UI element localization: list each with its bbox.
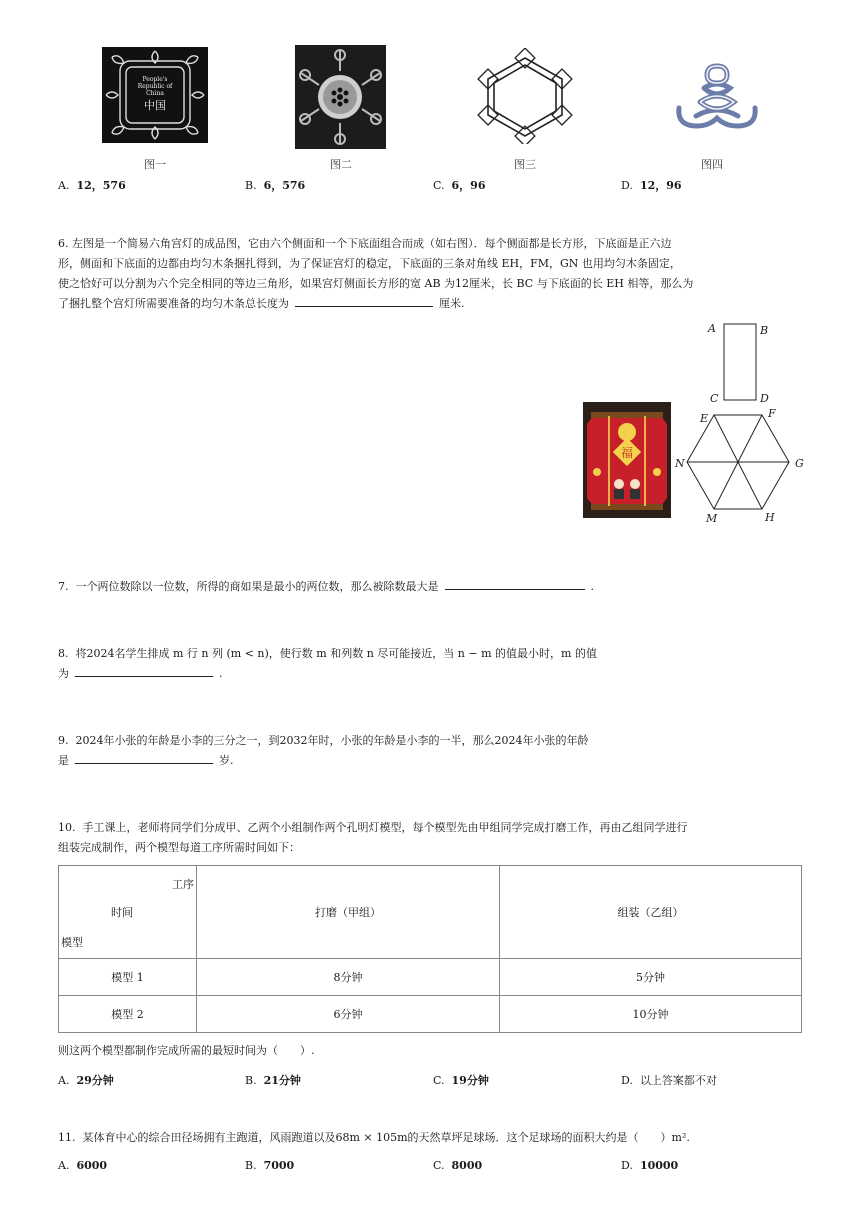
lantern-photo <box>583 402 671 518</box>
figure-1 <box>102 47 208 143</box>
cell-model-2-assemble: 10分钟 <box>500 996 802 1033</box>
q8-text-1: 将2024名学生排成 m 行 n 列 (m < n)，使行数 m 和列数 n 尽可能接近，当 n − m 的值最小时，m 的值 <box>75 647 597 660</box>
option-value: 12，96 <box>639 179 682 192</box>
option-value: 6，96 <box>451 179 486 192</box>
geometry-figure <box>672 318 812 528</box>
q7-answer-blank[interactable] <box>445 578 585 590</box>
fig1-text-2: Republic of <box>137 83 173 90</box>
q10-text-1: 手工课上，老师将同学们分成甲、乙两个小组制作两个孔明灯模型，每个模型先由甲组同学完成打磨工作，再由乙组同学进行 <box>82 821 688 834</box>
option-letter: D. <box>621 1074 633 1087</box>
q11-option-b[interactable] <box>245 1159 294 1172</box>
q5-option-c[interactable] <box>433 177 486 193</box>
q8-answer-blank[interactable] <box>75 665 213 677</box>
question-number: 6. <box>58 237 69 250</box>
fig1-text-1: People's <box>142 76 168 83</box>
cell-model-1-assemble: 5分钟 <box>500 959 802 996</box>
option-letter: C. <box>433 1074 445 1087</box>
q10-question: 则这两个模型都制作完成所需的最短时间为（ ）. <box>58 1044 315 1057</box>
option-letter: B. <box>245 1159 257 1172</box>
option-value: 6000 <box>76 1159 108 1172</box>
label-e: E <box>700 412 709 425</box>
figure-4 <box>674 58 760 140</box>
table-corner-cell <box>59 866 197 959</box>
q8-text-2-end: . <box>219 667 223 680</box>
label-c: C <box>710 392 719 405</box>
label-h: H <box>765 511 775 524</box>
q7-line <box>58 577 594 597</box>
table-row <box>59 996 802 1033</box>
q6-text-3: 使之恰好可以分割为六个完全相同的等边三角形，如果宫灯侧面长方形的宽 AB 为12厘米，长 BC 与下底面的长 EH 相等，那么为 <box>58 277 694 290</box>
q10-option-b[interactable] <box>245 1072 301 1088</box>
q11-text: 某体育中心的综合田径场拥有主跑道，风雨跑道以及68m × 105m的天然草坪足球场．这个足球场的面积大约是（ ）m². <box>82 1131 690 1144</box>
q7-text-end: . <box>590 580 594 593</box>
question-number: 7. <box>58 580 69 593</box>
q6-text-4-end: 厘米. <box>439 297 465 310</box>
row-label-model-1: 模型 1 <box>59 959 197 996</box>
option-letter: A. <box>58 179 70 192</box>
question-number: 9. <box>58 734 69 747</box>
question-number: 8. <box>58 647 69 660</box>
label-a: A <box>708 322 716 335</box>
q10-text-2: 组装完成制作，两个模型每道工序所需时间如下： <box>58 841 300 854</box>
q10-option-a[interactable] <box>58 1072 114 1088</box>
question-number: 10. <box>58 821 76 834</box>
label-m: M <box>706 512 718 525</box>
option-letter: A. <box>58 1159 70 1172</box>
chinese-knot-image <box>674 58 760 140</box>
q10-option-c[interactable] <box>433 1072 489 1088</box>
q6-text-4: 了捆扎整个宫灯所需要准备的均匀木条总长度为 <box>58 297 289 310</box>
option-letter: C. <box>433 1159 445 1172</box>
q8-line-2 <box>58 664 223 684</box>
option-letter: B. <box>245 1074 257 1087</box>
label-g: G <box>795 457 804 470</box>
q9-line-2 <box>58 751 234 771</box>
option-value: 12，576 <box>76 179 126 192</box>
option-value: 以上答案都不对 <box>639 1074 717 1087</box>
option-value: 7000 <box>263 1159 295 1172</box>
question-number: 11. <box>58 1131 76 1144</box>
hexagon-knot-image <box>470 48 580 144</box>
option-letter: D. <box>621 1159 633 1172</box>
caption-fig-4: 图四 <box>701 158 723 171</box>
q6-text-2: 形，侧面和下底面的边都由均匀木条捆扎得到，为了保证宫灯的稳定，下底面的三条对角线 EH，FM，GN 也用均匀木条固定， <box>58 257 681 270</box>
option-value: 29分钟 <box>76 1074 114 1087</box>
table-row <box>59 959 802 996</box>
option-value: 21分钟 <box>263 1074 301 1087</box>
q6-line-1 <box>58 234 672 254</box>
label-b: B <box>760 324 769 337</box>
q11-option-c[interactable] <box>433 1159 482 1172</box>
corner-label-model: 模型 <box>61 936 83 949</box>
q9-text-1: 2024年小张的年龄是小李的三分之一，到2032年时，小张的年龄是小李的一半，那么2024年小张的年龄 <box>75 734 589 747</box>
figure-3 <box>470 48 580 144</box>
q6-text-1: 左图是一个简易六角宫灯的成品图，它由六个侧面和一个下底面组合而成（如右图）．每个侧面都是长方形，下底面是正六边 <box>72 237 672 250</box>
option-letter: C. <box>433 179 445 192</box>
lantern-fu-char: 福 <box>620 446 634 460</box>
caption-fig-3: 图三 <box>514 158 536 171</box>
q11-option-d[interactable] <box>621 1159 678 1172</box>
figure-2 <box>295 45 386 149</box>
q9-text-2-end: 岁. <box>219 754 234 767</box>
q7-text: 一个两位数除以一位数，所得的商如果是最小的两位数，那么被除数最大是 <box>75 580 439 593</box>
header-assemble: 组装（乙组） <box>500 866 802 959</box>
fig1-text-4: 中国 <box>144 99 166 112</box>
knot-frame-image <box>102 47 208 143</box>
header-polish: 打磨（甲组） <box>197 866 500 959</box>
option-letter: A. <box>58 1074 70 1087</box>
q5-option-b[interactable] <box>245 177 305 193</box>
q9-answer-blank[interactable] <box>75 752 213 764</box>
side-rectangle <box>724 324 756 400</box>
option-value: 19分钟 <box>451 1074 489 1087</box>
q10-option-d[interactable] <box>621 1072 717 1088</box>
rectangle-hexagon-diagram <box>672 318 812 528</box>
option-value: 10000 <box>639 1159 679 1172</box>
caption-fig-1: 图一 <box>144 158 166 171</box>
lantern-image <box>583 402 671 518</box>
papercut-snowflake-image <box>295 45 386 149</box>
option-letter: D. <box>621 179 633 192</box>
cell-model-1-polish: 8分钟 <box>197 959 500 996</box>
corner-label-process: 工序 <box>172 878 194 891</box>
cell-model-2-polish: 6分钟 <box>197 996 500 1033</box>
q9-line-1 <box>58 731 588 751</box>
process-time-table <box>58 865 802 1033</box>
row-label-model-2: 模型 2 <box>59 996 197 1033</box>
corner-label-time: 时间 <box>111 906 133 919</box>
label-f: F <box>768 407 776 420</box>
q11-option-a[interactable] <box>58 1159 107 1172</box>
label-n: N <box>675 457 685 470</box>
q10-line-1 <box>58 818 688 838</box>
option-letter: B. <box>245 179 257 192</box>
label-d: D <box>760 392 769 405</box>
q8-text-2: 为 <box>58 667 69 680</box>
q6-line-4 <box>58 294 465 314</box>
fig1-text-3: China <box>146 90 164 97</box>
caption-fig-2: 图二 <box>330 158 352 171</box>
q5-option-a[interactable] <box>58 177 126 193</box>
q8-line-1 <box>58 644 597 664</box>
q9-text-2: 是 <box>58 754 69 767</box>
option-value: 8000 <box>451 1159 483 1172</box>
table-header-row <box>59 866 802 959</box>
option-value: 6，576 <box>263 179 306 192</box>
q11-line <box>58 1128 690 1148</box>
q5-option-d[interactable] <box>621 177 682 193</box>
q6-answer-blank[interactable] <box>295 295 433 307</box>
